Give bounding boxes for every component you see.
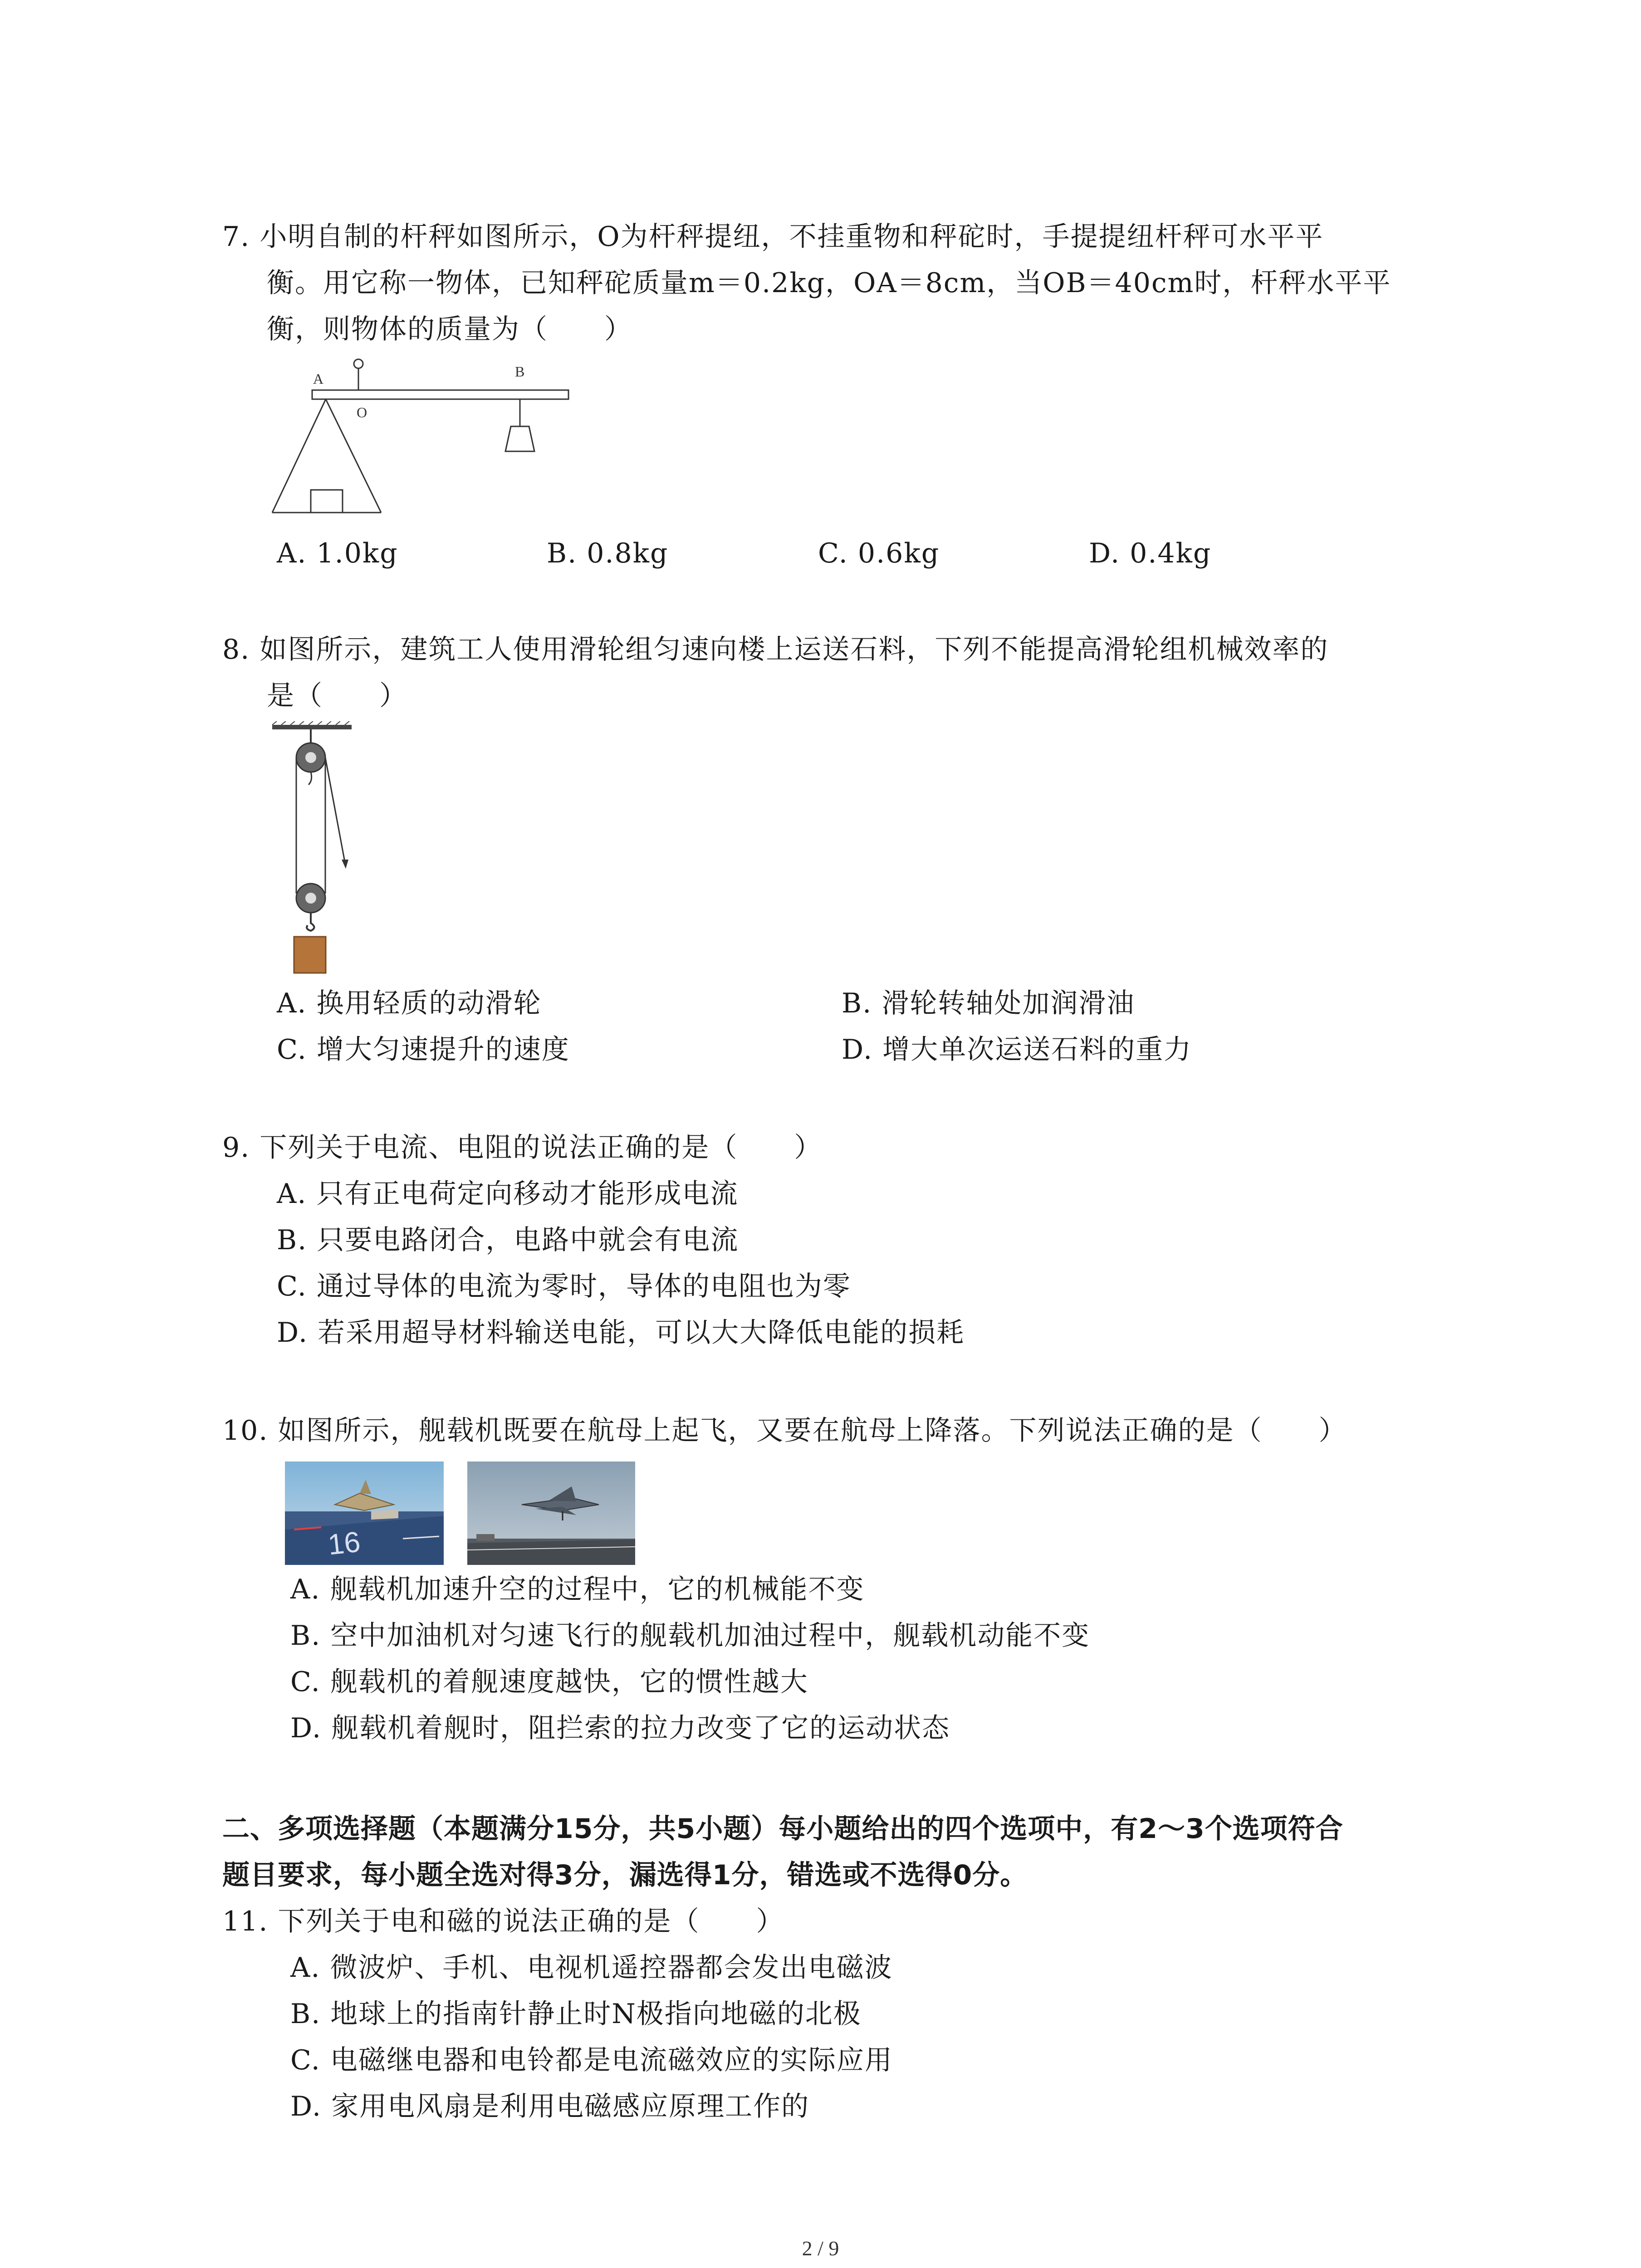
q8-stem-line2: 是（ ） [267, 680, 407, 712]
q9-option-b[interactable]: B. 只要电路闭合，电路中就会有电流 [277, 1224, 739, 1256]
q8-stem-line1: 8. 如图所示，建筑工人使用滑轮组匀速向楼上运送石料，下列不能提高滑轮组机械效率的 [222, 634, 1329, 665]
q7-stem-line1: 7. 小明自制的杆秤如图所示，O为杆秤提纽，不挂重物和秤砣时，手提提纽杆秤可水平平 [222, 221, 1324, 253]
pulley-figure [268, 721, 367, 980]
q9-stem: 9. 下列关于电流、电阻的说法正确的是（ ） [222, 1132, 823, 1163]
q11-option-d[interactable]: D. 家用电风扇是利用电磁感应原理工作的 [290, 2091, 810, 2122]
carrier-landing-photo [467, 1461, 635, 1565]
q10-option-b[interactable]: B. 空中加油机对匀速飞行的舰载机加油过程中，舰载机动能不变 [290, 1620, 1090, 1652]
section2-heading-line1: 二、多项选择题（本题满分15分，共5小题）每小题给出的四个选项中，有2～3个选项符合 [222, 1813, 1343, 1845]
q9-option-c[interactable]: C. 通过导体的电流为零时，导体的电阻也为零 [277, 1271, 851, 1302]
q7-option-a[interactable]: A. 1.0kg [277, 538, 398, 569]
page-number: 2 / 9 [802, 2237, 839, 2260]
q8-option-b[interactable]: B. 滑轮转轴处加润滑油 [842, 987, 1135, 1019]
carrier-takeoff-photo [285, 1461, 444, 1565]
steelyard-figure [268, 354, 576, 522]
q8-option-a[interactable]: A. 换用轻质的动滑轮 [277, 987, 542, 1019]
q10-option-c[interactable]: C. 舰载机的着舰速度越快，它的惯性越大 [290, 1666, 808, 1698]
q9-option-a[interactable]: A. 只有正电荷定向移动才能形成电流 [277, 1178, 739, 1210]
q11-option-c[interactable]: C. 电磁继电器和电铃都是电流磁效应的实际应用 [290, 2044, 893, 2076]
label-o: O [357, 404, 367, 420]
q8-option-c[interactable]: C. 增大匀速提升的速度 [277, 1034, 570, 1066]
q7-stem-line3: 衡，则物体的质量为（ ） [267, 313, 632, 345]
q10-option-d[interactable]: D. 舰载机着舰时，阻拦索的拉力改变了它的运动状态 [290, 1712, 950, 1744]
q10-stem: 10. 如图所示，舰载机既要在航母上起飞，又要在航母上降落。下列说法正确的是（ ） [222, 1415, 1347, 1447]
q11-option-b[interactable]: B. 地球上的指南针静止时N极指向地磁的北极 [290, 1998, 862, 2030]
q8-option-d[interactable]: D. 增大单次运送石料的重力 [842, 1034, 1192, 1066]
section2-heading-line2: 题目要求，每小题全选对得3分，漏选得1分，错选或不选得0分。 [222, 1859, 1028, 1891]
q7-option-b[interactable]: B. 0.8kg [547, 538, 669, 569]
q7-option-d[interactable]: D. 0.4kg [1089, 538, 1212, 569]
q11-stem: 11. 下列关于电和磁的说法正确的是（ ） [222, 1906, 784, 1937]
deck-number: 16 [326, 1525, 362, 1561]
q10-option-a[interactable]: A. 舰载机加速升空的过程中，它的机械能不变 [290, 1574, 865, 1605]
q9-option-d[interactable]: D. 若采用超导材料输送电能，可以大大降低电能的损耗 [277, 1317, 965, 1349]
label-b: B [515, 363, 525, 380]
q11-option-a[interactable]: A. 微波炉、手机、电视机遥控器都会发出电磁波 [290, 1952, 893, 1984]
q7-stem-line2: 衡。用它称一物体，已知秤砣质量m＝0.2kg，OA＝8cm，当OB＝40cm时，杆秤水平平 [267, 267, 1391, 299]
label-a: A [313, 371, 324, 387]
q7-option-c[interactable]: C. 0.6kg [818, 538, 940, 569]
